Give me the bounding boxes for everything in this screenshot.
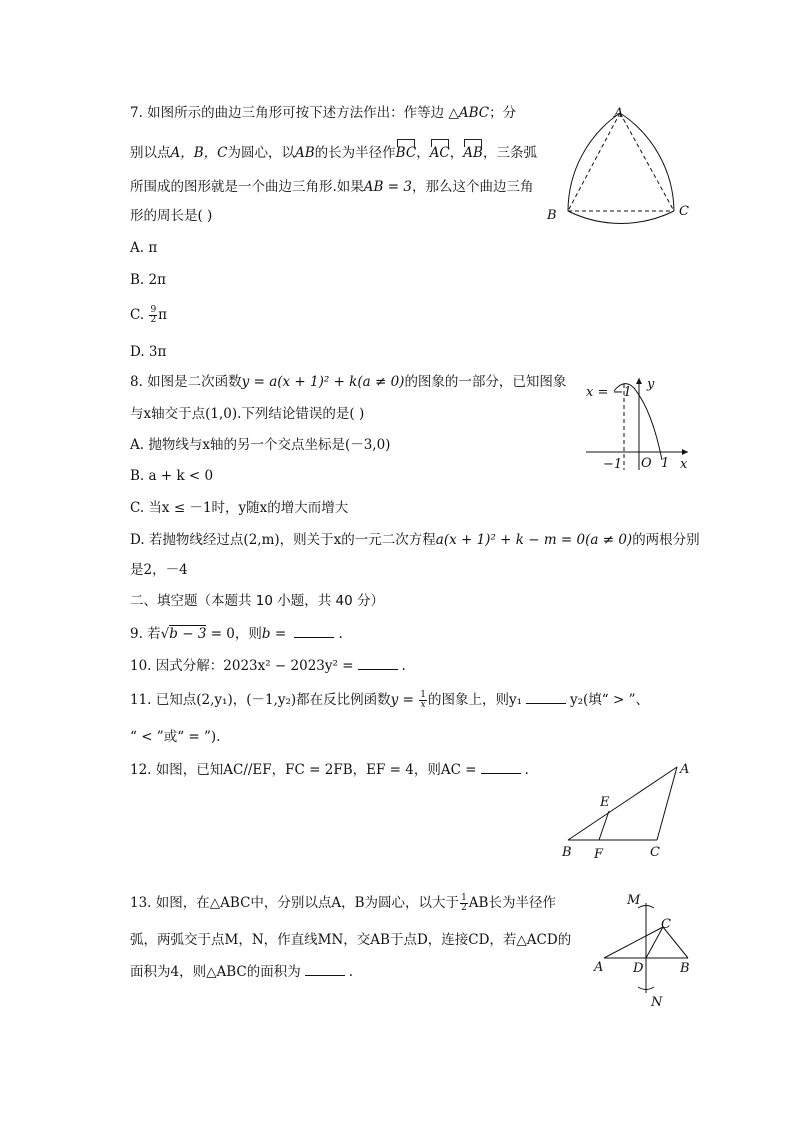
q13-line1: 13. 如图，在△ABC中，分别以点A，B为圆心，以大于 $\frac{1}{2}$ AB长为半径作 — [130, 893, 556, 913]
q9-blank[interactable] — [294, 623, 334, 638]
q8-line1: 8. 如图是二次函数y = a(x + 1)² + k(a ≠ 0)的图象的一部分，已知图象 — [130, 374, 567, 390]
q8-label-one: 1 — [661, 456, 670, 471]
q8-figure — [580, 370, 695, 475]
q8-label-o: O — [641, 456, 652, 471]
q7-text-2d: 三条弧 — [496, 145, 537, 161]
q7-text-2b: ，以 — [268, 145, 295, 161]
q7-text-3b: ，那么这个曲边三角 — [411, 179, 534, 195]
q8-label-y: y — [647, 377, 655, 392]
q7-ab-eq: AB = 3 — [363, 179, 412, 195]
q7-line1 — [130, 103, 516, 123]
q13-figure — [590, 888, 695, 1013]
q8-label-neg1: −1 — [603, 457, 623, 472]
q13-label-m: M — [627, 893, 641, 908]
q13-line2: 弧，两弧交于点M，N，作直线MN，交AB于点D，连接CD，若△ACD的 — [130, 932, 572, 948]
q7-text-3a: 所围成的图形就是一个曲边三角形.如果 — [130, 179, 364, 195]
q12-label-e: E — [600, 795, 610, 810]
sqrt: √b − 3 — [160, 626, 207, 642]
q7-arc-ac: AC — [430, 139, 450, 163]
q11-line1: 11. 已知点(2,y₁)，(－1,y₂)都在反比例函数y = $\frac{1}{x}$ 的图象上，则y₁ y₂(填“ > ”、 — [130, 690, 650, 710]
q7-label-a: A — [614, 106, 624, 121]
q7-arc-bottom — [568, 211, 674, 223]
q7-fraction: $\frac{9}{2}$ — [150, 305, 157, 325]
q7-option-c[interactable]: C. $\frac{9}{2}$ π — [130, 305, 168, 325]
q11-fraction: $\frac{1}{x}$ — [420, 690, 426, 710]
q7-option-a[interactable]: A. π — [130, 240, 158, 256]
q8-option-d[interactable]: D. 若抛物线经过点(2,m)，则关于x的一元二次方程a(x + 1)² + k − m = 0(a ≠ 0)的两根分别 — [130, 532, 700, 548]
q9: 9. 若√b − 3 = 0，则b = . — [130, 623, 343, 644]
q7-label-b: B — [547, 208, 557, 223]
q7-triangle-abc: △ABC — [448, 105, 490, 121]
q13-label-d: D — [633, 961, 644, 976]
q7-arc-ab: AB — [463, 139, 483, 163]
q7-text-2c: 的长为半径作 — [314, 145, 396, 161]
q7-label-c: C — [679, 204, 689, 219]
q12-label-b: B — [562, 845, 572, 860]
q8-option-a[interactable]: A. 抛物线与x轴的另一个交点坐标是(－3,0) — [130, 437, 391, 453]
q13-blank[interactable] — [305, 961, 345, 976]
q8-option-c[interactable]: C. 当x ≤ －1时，y随x的增大而增大 — [130, 500, 349, 516]
q8-option-d-cont: 是2，－4 — [130, 562, 188, 578]
q13-label-n: N — [651, 995, 663, 1010]
q13-label-b: B — [680, 961, 690, 976]
q12: 12. 如图，已知AC//EF，FC = 2FB，EF = 4，则AC = . — [130, 759, 529, 780]
q13-label-a: A — [594, 960, 604, 975]
q12-label-f: F — [594, 847, 604, 862]
q11-blank[interactable] — [526, 689, 566, 704]
q7-line4: 形的周长是( ) — [130, 208, 213, 224]
q13-fraction: $\frac{1}{2}$ — [461, 893, 467, 913]
q10-blank[interactable] — [358, 655, 398, 670]
q7-arc-bc: BC — [396, 139, 417, 163]
q8-equation: a(x + 1)² + k − m = 0(a ≠ 0) — [435, 532, 633, 548]
q12-label-c: C — [650, 845, 660, 860]
q7-points: A，B，C — [170, 145, 228, 161]
q7-line3 — [130, 177, 533, 197]
q12-blank[interactable] — [481, 759, 521, 774]
q7-option-d[interactable]: D. 3π — [130, 344, 167, 360]
q7-option-b[interactable]: B. 2π — [130, 272, 166, 288]
q7-line2: 别以点A，B，C为圆心，以AB的长为半径作BC，AC，AB，三条弧 — [130, 139, 537, 163]
q13-label-c: C — [661, 917, 671, 932]
q8-line2: 与x轴交于点(1,0).下列结论错误的是( ) — [130, 406, 365, 422]
q7-text-1: 7. 如图所示的曲边三角形可按下述方法作出：作等边 — [130, 105, 445, 121]
q10: 10. 因式分解：2023x² − 2023y² = . — [130, 655, 406, 676]
q8-function: y = a(x + 1)² + k(a ≠ 0) — [241, 374, 405, 390]
q7-text-1b: ；分 — [489, 105, 517, 121]
q7-ab: AB — [295, 145, 315, 161]
q8-axis-label: x = −1 — [586, 385, 632, 400]
q8-label-x: x — [680, 457, 688, 472]
q7-figure — [540, 100, 700, 230]
section-heading: 二、填空题（本题共 10 小题，共 40 分） — [130, 593, 385, 609]
q12-figure — [555, 760, 695, 860]
q7-text-2a: 别以点 — [130, 145, 171, 161]
q13-line3: 面积为4，则△ABC的面积为 . — [130, 961, 353, 982]
q12-label-a: A — [680, 762, 690, 777]
q8-option-b[interactable]: B. a + k < 0 — [130, 468, 214, 484]
q11-line2: “ < ”或“ = ”). — [130, 729, 221, 745]
